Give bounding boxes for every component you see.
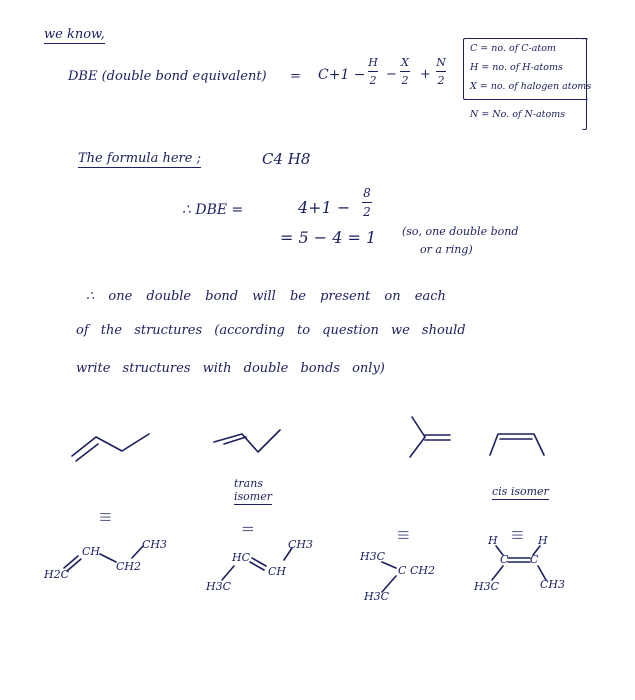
statement-line3: write structures with double bonds only) bbox=[76, 361, 385, 376]
s3-c: C bbox=[398, 564, 407, 577]
n-numerator: N bbox=[436, 56, 446, 69]
note-line1: (so, one double bond bbox=[402, 225, 519, 238]
plus-sign: + bbox=[420, 67, 431, 82]
s2-ch: CH bbox=[268, 565, 287, 578]
s2-ch3: CH3 bbox=[288, 538, 314, 551]
given-formula: C4 H8 bbox=[262, 150, 311, 168]
s2-h3c: H3C bbox=[206, 580, 232, 593]
bond-s4-ch3-left bbox=[492, 566, 503, 580]
cis-label: cis isomer bbox=[492, 485, 549, 498]
equivalence-mark-3: ||| bbox=[398, 529, 410, 541]
s3-h3c-lower: H3C bbox=[364, 590, 390, 603]
dbe-equals: = bbox=[290, 69, 301, 84]
dbe-calc-denominator: 2 bbox=[363, 205, 371, 219]
s3-ch2: CH2 bbox=[410, 564, 436, 577]
bond-s1-double-a bbox=[64, 556, 78, 568]
skeletal-but-1-ene bbox=[72, 434, 149, 456]
dbe-calc-expr: 4+1 − bbox=[298, 198, 351, 217]
dbe-calc-numerator: 8 bbox=[363, 186, 371, 200]
n-denominator: 2 bbox=[437, 74, 445, 87]
s4-c2: C bbox=[530, 553, 539, 566]
skeletal-trans-but-2-ene bbox=[214, 430, 280, 452]
s4-h-left: H bbox=[488, 534, 498, 547]
given-label: The formula here ; bbox=[78, 151, 201, 166]
dbe-label: DBE (double bond equivalent) bbox=[68, 69, 267, 84]
s3-h3c-upper: H3C bbox=[360, 550, 386, 563]
trans-label-line1: trans bbox=[234, 477, 263, 490]
statement-line2: of the structures (according to question we should bbox=[76, 323, 466, 338]
s2-hc: HC bbox=[232, 551, 251, 564]
h-numerator: H bbox=[368, 56, 378, 69]
h-denominator: 2 bbox=[369, 74, 377, 87]
bond-s2-hc-ch3 bbox=[222, 566, 234, 580]
note-line2: or a ring) bbox=[420, 243, 473, 256]
intro-text: we know, bbox=[44, 27, 105, 42]
dbe-rhs-start: C+1 − bbox=[318, 67, 366, 83]
s4-h3c: H3C bbox=[474, 580, 500, 593]
bond-s1-ch-ch2 bbox=[100, 554, 116, 562]
legend-c: C = no. of C-atom bbox=[470, 43, 556, 54]
skeletal-isobutylene-arm1 bbox=[412, 417, 425, 437]
x-numerator: X bbox=[401, 56, 409, 69]
statement-line1: ∴ one double bond will be present on each bbox=[86, 289, 446, 304]
legend-n: N = No. of N-atoms bbox=[470, 109, 566, 120]
skeletal-cis-but-2-ene bbox=[490, 434, 544, 455]
s4-ch3: CH3 bbox=[540, 578, 566, 591]
legend-h: H = no. of H-atoms bbox=[470, 62, 563, 73]
equivalence-mark-4: ||| bbox=[512, 529, 524, 541]
equivalence-mark-1: ||| bbox=[100, 511, 112, 523]
s1-ch: CH bbox=[82, 545, 101, 558]
skeletal-isobutylene-arm2 bbox=[410, 437, 425, 457]
s4-c1: C bbox=[500, 553, 509, 566]
s1-ch2: CH2 bbox=[116, 560, 142, 573]
trans-label-line2: isomer bbox=[234, 490, 272, 503]
minus-sign: − bbox=[386, 67, 397, 82]
s1-ch3: CH3 bbox=[142, 538, 168, 551]
s4-h-right: H bbox=[538, 534, 548, 547]
bond-s1-double-b bbox=[67, 559, 81, 571]
skeletal-but-1-ene-double bbox=[76, 444, 98, 461]
legend-x: X = no. of halogen atoms bbox=[470, 81, 592, 92]
dbe-result: = 5 − 4 = 1 bbox=[280, 228, 377, 247]
s1-h2c: H2C bbox=[44, 568, 70, 581]
dbe-calc-prefix: ∴ DBE = bbox=[182, 202, 244, 218]
x-denominator: 2 bbox=[401, 74, 409, 87]
equivalence-mark-2: || bbox=[242, 525, 254, 533]
